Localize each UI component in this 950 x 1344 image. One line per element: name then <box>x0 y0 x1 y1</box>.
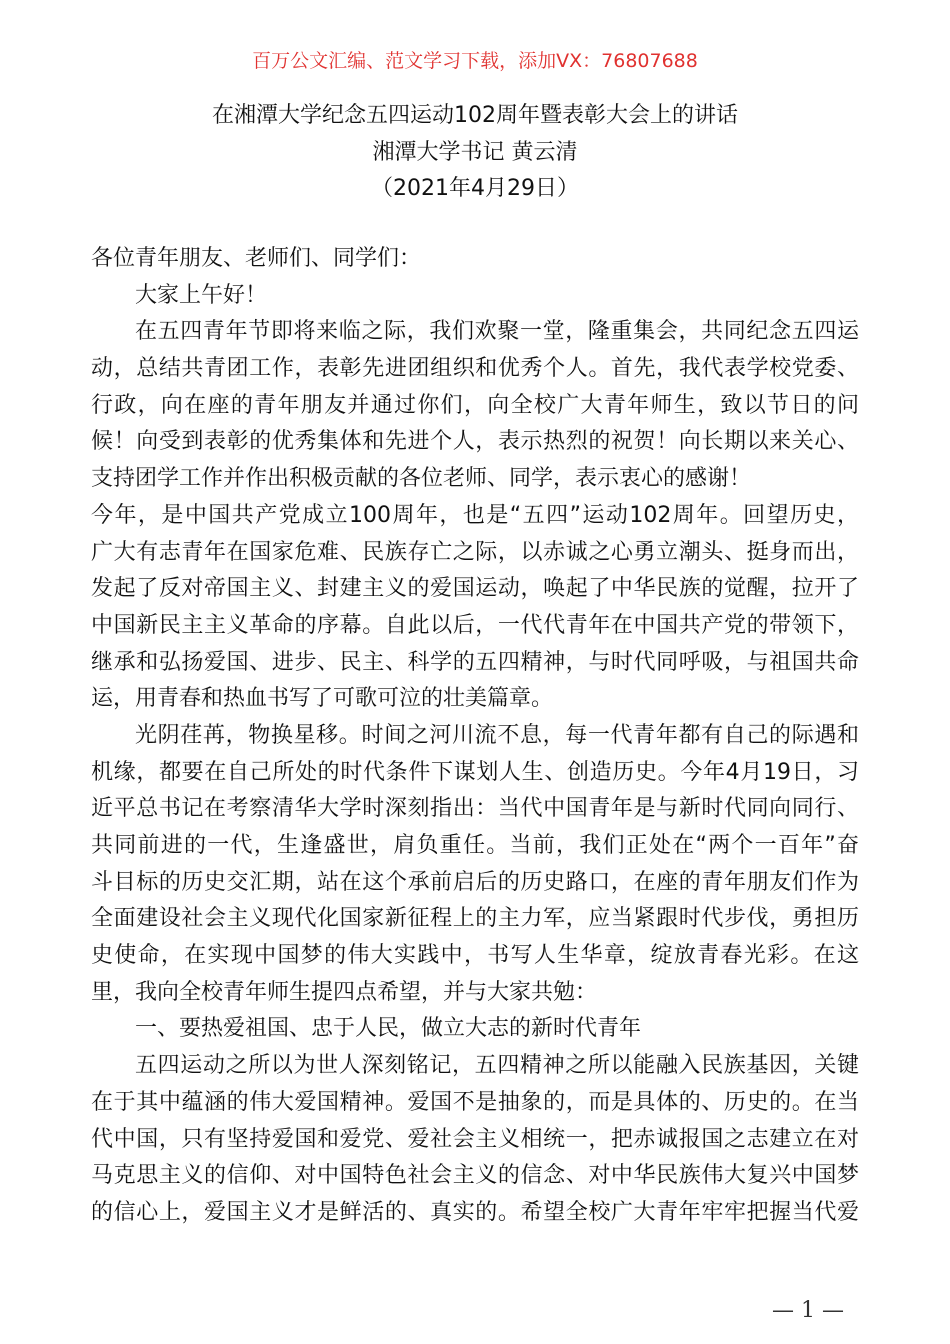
text-line: 发起了反对帝国主义、封建主义的爱国运动，唤起了中华民族的觉醒，拉开了 <box>91 576 859 602</box>
text-line: 斗目标的历史交汇期，站在这个承前启后的历史路口，在座的青年朋友们作为 <box>91 869 859 895</box>
text-line: 各位青年朋友、老师们、同学们： <box>91 246 422 271</box>
paragraph <box>91 501 859 721</box>
text-line: 今年，是中国共产党成立100周年，也是“五四”运动102周年。回望历史， <box>91 502 859 528</box>
text-line: 的信心上，爱国主义才是鲜活的、真实的。希望全校广大青年牢牢把握当代爱 <box>91 1199 859 1225</box>
text-line: 共同前进的一代，生逢盛世，肩负重任。当前，我们正处在“两个一百年”奋 <box>91 833 859 858</box>
text-line: 支持团学工作并作出积极贡献的各位老师、同学，表示衷心的感谢！ <box>91 466 752 492</box>
watermark-banner: 百万公文汇编、范文学习下载，添加VX：76807688 <box>252 50 698 72</box>
text-line: 近平总书记在考察清华大学时深刻指出：当代中国青年是与新时代同向同行、 <box>91 796 859 822</box>
document-body <box>91 244 859 1235</box>
text-line: 运，用青春和热血书写了可歌可泣的壮美篇章。 <box>91 686 554 712</box>
speech-date: （2021年4月29日） <box>371 176 579 201</box>
text-line: 马克思主义的信仰、对中国特色社会主义的信念、对中华民族伟大复兴中国梦 <box>91 1163 859 1189</box>
document-title: 在湘潭大学纪念五四运动102周年暨表彰大会上的讲话 <box>212 103 738 128</box>
text-line: 行政，向在座的青年朋友并通过你们，向全校广大青年师生，致以节日的问 <box>91 392 859 418</box>
text-line: 候！向受到表彰的优秀集体和先进个人，表示热烈的祝贺！向长期以来关心、 <box>91 429 859 455</box>
page-number: — 1 — <box>772 1298 844 1323</box>
text-line: 全面建设社会主义现代化国家新征程上的主力军，应当紧跟时代步伐，勇担历 <box>91 906 859 932</box>
paragraph <box>91 281 859 318</box>
paragraph <box>91 1014 859 1051</box>
text-line: 机缘，都要在自己所处的时代条件下谋划人生、创造历史。今年4月19日，习 <box>91 759 859 785</box>
paragraph <box>91 317 859 500</box>
text-line: 在五四青年节即将来临之际，我们欢聚一堂，隆重集会，共同纪念五四运 <box>135 319 859 345</box>
text-line: 五四运动之所以为世人深刻铭记，五四精神之所以能融入民族基因，关键 <box>135 1053 859 1079</box>
text-line: 大家上午好！ <box>135 282 268 308</box>
text-line: 广大有志青年在国家危难、民族存亡之际，以赤诚之心勇立潮头、挺身而出， <box>91 539 859 565</box>
text-line: 在于其中蕴涵的伟大爱国精神。爱国不是抽象的，而是具体的、历史的。在当 <box>91 1089 859 1115</box>
speaker-line: 湘潭大学书记 黄云清 <box>372 140 578 165</box>
text-line: 里，我向全校青年师生提四点希望，并与大家共勉： <box>91 979 598 1005</box>
text-line: 继承和弘扬爱国、进步、民主、科学的五四精神，与时代同呼吸，与祖国共命 <box>91 649 859 675</box>
text-line: 史使命，在实现中国梦的伟大实践中，书写人生华章，绽放青春光彩。在这 <box>91 943 859 969</box>
text-line: 一、要热爱祖国、忠于人民，做立大志的新时代青年 <box>135 1016 642 1042</box>
paragraph <box>91 1051 859 1234</box>
text-line: 光阴荏苒，物换星移。时间之河川流不息，每一代青年都有自己的际遇和 <box>135 722 859 748</box>
paragraph <box>91 244 859 281</box>
text-line: 中国新民主主义革命的序幕。自此以后，一代代青年在中国共产党的带领下， <box>91 612 859 638</box>
paragraph <box>91 721 859 1015</box>
text-line: 动，总结共青团工作，表彰先进团组织和优秀个人。首先，我代表学校党委、 <box>91 356 859 382</box>
text-line: 代中国，只有坚持爱国和爱党、爱社会主义相统一，把赤诚报国之志建立在对 <box>91 1126 859 1152</box>
